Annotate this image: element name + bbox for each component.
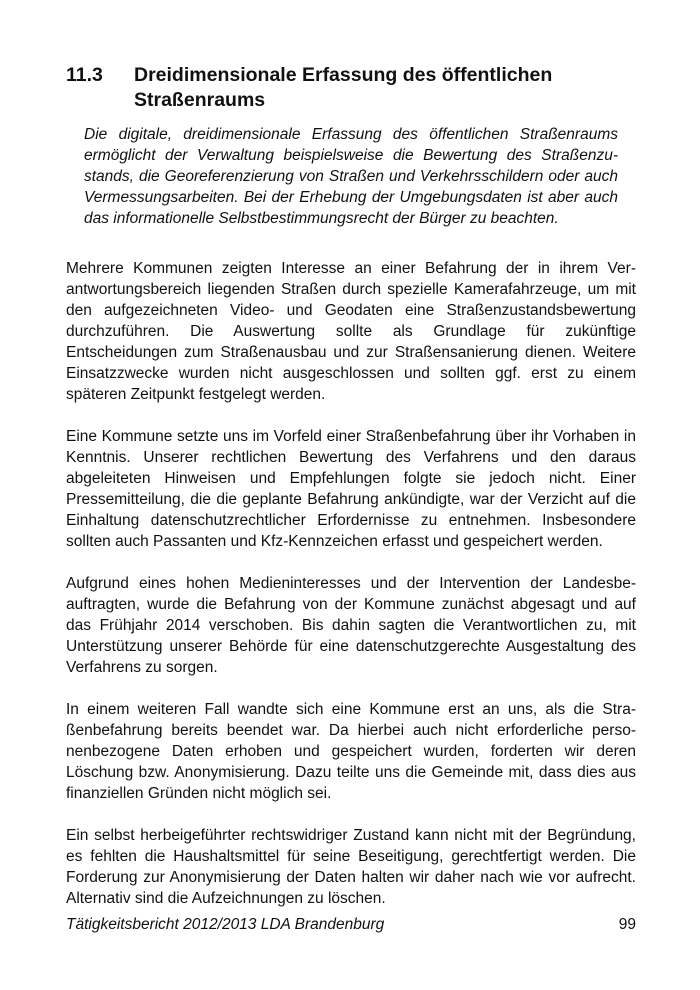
paragraph: Eine Kommune setzte uns im Vorfeld einer Straßenbefahrung über ihr Vorhaben in Kenntnis. Unserer rechtlichen Bewertung des Verfahrens und den daraus abgeleiteten Hinweisen und Empfehlungen folgte sie jedoch nicht. Einer Pressemitteilung, die die geplante Befahrung ankündigte, war der Verzicht auf die Einhaltung datenschutzrechtlicher Erfordernisse zu entnehmen. Insbesondere sollten auch Passanten und Kfz-Kennzeichen erfasst und gespeichert werden. [66, 428, 636, 550]
body-text [66, 258, 636, 930]
page-footer [66, 914, 636, 935]
paragraph: In einem weiteren Fall wandte sich eine Kommune erst an uns, als die Straßenbefahrung bereits beendet war. Da hierbei auch nicht erforderliche personenbezogene Daten erhoben und gespeichert wurden, forderten wir deren Löschung bzw. Anonymisierung. Dazu teilte uns die Gemeinde mit, dass dies aus finanziellen Gründen nicht möglich sei. [66, 701, 636, 802]
section-title: Dreidimensionale Erfassung des öffentlichen Straßenraums [134, 64, 553, 111]
footer-title: Tätigkeitsbericht 2012/2013 LDA Brandenburg [66, 916, 385, 933]
paragraph: Ein selbst herbeigeführter rechtswidriger Zustand kann nicht mit der Begründung, es fehlten die Haushaltsmittel für seine Beseitigung, gerechtfertigt werden. Die Forderung zur Anonymisierung der Daten halten wir daher nach wie vor aufrecht. Alternativ sind die Aufzeichnungen zu löschen. [66, 827, 636, 907]
page-number: 99 [618, 916, 636, 933]
paragraph: Mehrere Kommunen zeigten Interesse an einer Befahrung der in ihrem Verantwortungsbereich liegenden Straßen durch spezielle Kamerafahrzeuge, um mit den aufgezeichneten Video- und Geodaten eine Straßenzustandsbewertung durchzuführen. Die Auswertung sollte als Grundlage für zukünftige Entscheidungen zum Straßenausbau und zur Straßensanierung dienen. Weitere Einsatzzwecke wurden nicht ausgeschlossen und sollten ggf. erst zu einem späteren Zeitpunkt festgelegt werden. [66, 260, 636, 403]
section-heading [66, 63, 636, 113]
paragraph: Aufgrund eines hohen Medieninteresses und der Intervention der Landesbeauftragten, wurde die Befahrung von der Kommune zunächst abgesagt und auf das Frühjahr 2014 verschoben. Bis dahin sagten die Verantwortlichen zu, mit Unterstützung unserer Behörde für eine datenschutzgerechte Ausgestaltung des Verfahrens zu sorgen. [66, 575, 636, 676]
section-abstract: Die digitale, dreidimensionale Erfassung des öffentlichen Straßenraums ermöglicht der Verwaltung beispielsweise die Bewertung des Straßenzustands, die Georeferenzierung von Straßen und Verkehrsschildern oder auch Vermessungsarbeiten. Bei der Erhebung der Umgebungsdaten ist aber auch das informationelle Selbstbestimmungsrecht der Bürger zu beachten. [84, 126, 618, 227]
section-number: 11.3 [66, 64, 103, 86]
